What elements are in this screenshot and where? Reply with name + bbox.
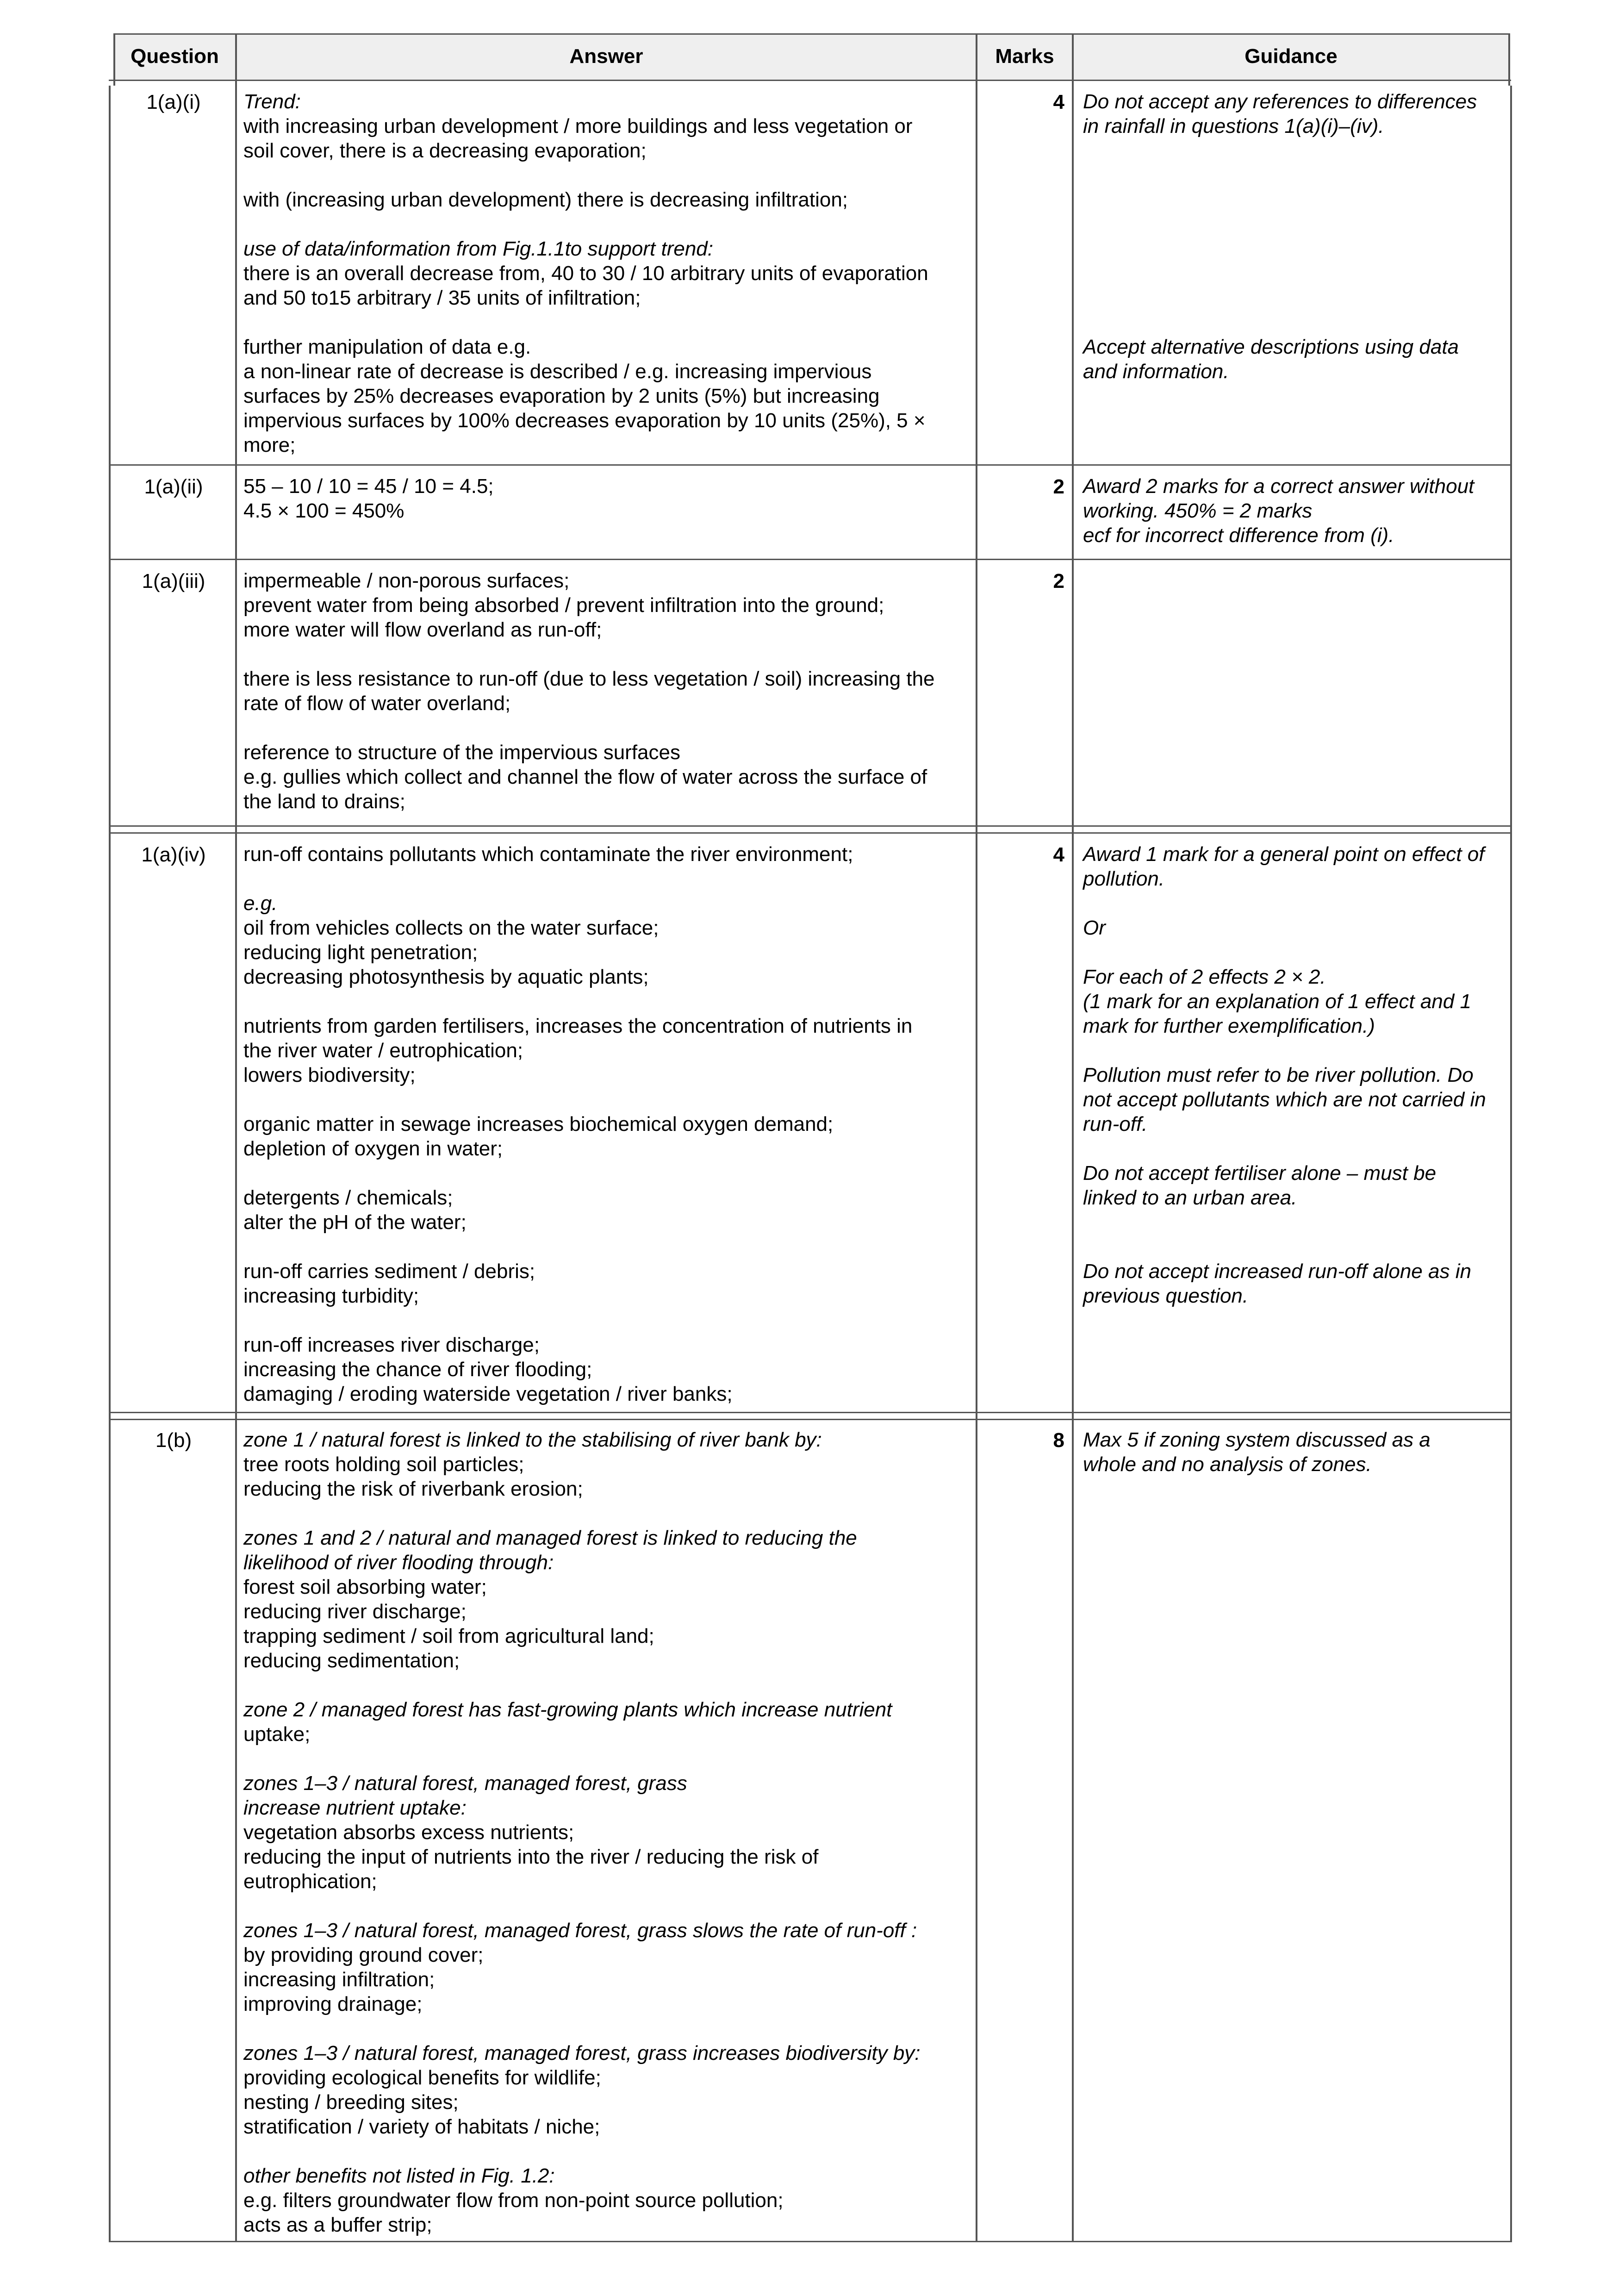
header-guidance: Guidance xyxy=(1244,45,1338,68)
answer-line: by providing ground cover; xyxy=(243,1944,484,1966)
answer-line: e.g. xyxy=(243,892,278,915)
rule xyxy=(109,80,1511,81)
guidance-cell xyxy=(1083,474,1474,548)
answer-line: reducing the risk of riverbank erosion; xyxy=(243,1478,583,1500)
rule xyxy=(109,1412,1511,1413)
guidance-line: mark for further exemplification.) xyxy=(1083,1015,1375,1037)
answer-line: likelihood of river flooding through: xyxy=(243,1551,554,1574)
guidance-line: and information. xyxy=(1083,360,1229,383)
answer-line: more; xyxy=(243,434,296,456)
guidance-line: Do not accept increased run-off alone as in xyxy=(1083,1260,1471,1283)
answer-line: zones 1–3 / natural forest, managed forest, grass increases biodiversity by: xyxy=(243,2042,921,2064)
rule xyxy=(109,825,1511,827)
answer-line: increasing turbidity; xyxy=(243,1285,419,1307)
answer-line: impermeable / non-porous surfaces; xyxy=(243,569,570,592)
answer-line: nesting / breeding sites; xyxy=(243,2091,459,2114)
guidance-line: Award 1 mark for a general point on effect of xyxy=(1083,843,1485,866)
answer-line: impervious surfaces by 100% decreases evaporation by 10 units (25%), 5 × xyxy=(243,409,926,432)
answer-line: reducing the input of nutrients into the river / reducing the risk of xyxy=(243,1846,819,1868)
question-id: 1(a)(iv) xyxy=(141,843,206,866)
answer-line: alter the pH of the water; xyxy=(243,1211,467,1234)
guidance-line: Do not accept any references to differences xyxy=(1083,90,1477,113)
answer-line: reference to structure of the impervious surfaces xyxy=(243,741,680,764)
rule xyxy=(109,86,111,2242)
answer-line: rate of flow of water overland; xyxy=(243,692,511,715)
answer-line: organic matter in sewage increases biochemical oxygen demand; xyxy=(243,1113,834,1135)
answer-cell xyxy=(243,842,912,1406)
header-answer: Answer xyxy=(569,45,643,68)
question-id: 1(a)(iii) xyxy=(142,570,205,592)
answer-line: more water will flow overland as run-off; xyxy=(243,618,602,641)
header-marks: Marks xyxy=(995,45,1054,68)
guidance-line: Do not accept fertiliser alone – must be xyxy=(1083,1162,1437,1185)
rule xyxy=(1072,33,1074,2242)
answer-line: increase nutrient uptake: xyxy=(243,1796,467,1819)
guidance-line: run-off. xyxy=(1083,1113,1148,1135)
answer-cell xyxy=(243,568,935,814)
answer-line: lowers biodiversity; xyxy=(243,1064,416,1086)
marks-value: 8 xyxy=(1053,1429,1064,1452)
answer-line: soil cover, there is a decreasing evaporation; xyxy=(243,139,647,162)
answer-line: e.g. gullies which collect and channel the flow of water across the surface of xyxy=(243,766,927,788)
rule xyxy=(109,464,1511,466)
guidance-cell xyxy=(1083,1428,1431,1477)
answer-line: nutrients from garden fertilisers, increases the concentration of nutrients in xyxy=(243,1015,913,1037)
answer-line: the land to drains; xyxy=(243,790,405,813)
answer-line: forest soil absorbing water; xyxy=(243,1576,487,1598)
marks-value: 4 xyxy=(1053,843,1064,866)
answer-line: uptake; xyxy=(243,1723,311,1746)
answer-line: vegetation absorbs excess nutrients; xyxy=(243,1821,574,1844)
answer-line: 55 – 10 / 10 = 45 / 10 = 4.5; xyxy=(243,475,494,498)
answer-line: reducing river discharge; xyxy=(243,1600,467,1623)
rule xyxy=(109,1419,1511,1420)
rule xyxy=(235,33,237,2242)
question-id: 1(a)(i) xyxy=(146,91,201,113)
guidance-line: Award 2 marks for a correct answer without xyxy=(1083,475,1475,498)
answer-line: increasing infiltration; xyxy=(243,1968,435,1991)
answer-line: trapping sediment / soil from agricultural land; xyxy=(243,1625,654,1647)
guidance-line: Max 5 if zoning system discussed as a xyxy=(1083,1428,1431,1451)
answer-line: run-off carries sediment / debris; xyxy=(243,1260,535,1283)
guidance-line: ecf for incorrect difference from (i). xyxy=(1083,524,1394,547)
answer-line: improving drainage; xyxy=(243,1993,423,2015)
answer-line: prevent water from being absorbed / prevent infiltration into the ground; xyxy=(243,594,884,617)
answer-line: reducing sedimentation; xyxy=(243,1649,460,1672)
marks-value: 2 xyxy=(1053,475,1064,498)
guidance-line: not accept pollutants which are not carried in xyxy=(1083,1088,1486,1111)
answer-line: surfaces by 25% decreases evaporation by 2 units (5%) but increasing xyxy=(243,385,880,407)
answer-line: the river water / eutrophication; xyxy=(243,1039,523,1062)
guidance-line: (1 mark for an explanation of 1 effect and 1 xyxy=(1083,990,1471,1013)
guidance-line: Or xyxy=(1083,917,1106,939)
answer-line: Trend: xyxy=(243,90,301,113)
question-id: 1(a)(ii) xyxy=(144,475,203,498)
answer-line: further manipulation of data e.g. xyxy=(243,336,531,358)
answer-line: a non-linear rate of decrease is described / e.g. increasing impervious xyxy=(243,360,872,383)
guidance-line: Accept alternative descriptions using data xyxy=(1083,336,1459,358)
answer-line: zones 1–3 / natural forest, managed forest, grass xyxy=(243,1772,687,1795)
answer-line: there is less resistance to run-off (due to less vegetation / soil) increasing the xyxy=(243,667,935,690)
answer-line: and 50 to15 arbitrary / 35 units of infiltration; xyxy=(243,287,641,309)
answer-line: run-off increases river discharge; xyxy=(243,1334,540,1356)
rule xyxy=(113,33,1510,35)
rule xyxy=(109,2241,1511,2242)
answer-cell xyxy=(243,474,494,523)
rule xyxy=(1510,86,1512,2242)
answer-line: depletion of oxygen in water; xyxy=(243,1137,503,1160)
answer-line: detergents / chemicals; xyxy=(243,1186,453,1209)
answer-line: acts as a buffer strip; xyxy=(243,2214,432,2236)
guidance-line: pollution. xyxy=(1083,867,1165,890)
answer-line: eutrophication; xyxy=(243,1870,377,1893)
guidance-line: in rainfall in questions 1(a)(i)–(iv). xyxy=(1083,115,1384,137)
guidance-line: linked to an urban area. xyxy=(1083,1186,1297,1209)
answer-line: increasing the chance of river flooding; xyxy=(243,1358,592,1381)
answer-line: zones 1–3 / natural forest, managed forest, grass slows the rate of run-off : xyxy=(243,1919,917,1942)
marks-value: 2 xyxy=(1053,570,1064,592)
answer-cell xyxy=(243,1428,921,2237)
guidance-line: whole and no analysis of zones. xyxy=(1083,1453,1372,1476)
guidance-line: working. 450% = 2 marks xyxy=(1083,499,1313,522)
answer-line: decreasing photosynthesis by aquatic plants; xyxy=(243,966,649,988)
answer-line: run-off contains pollutants which contaminate the river environment; xyxy=(243,843,853,866)
guidance-cell xyxy=(1083,335,1459,384)
answer-line: zones 1 and 2 / natural and managed forest is linked to reducing the xyxy=(243,1527,857,1549)
answer-line: use of data/information from Fig.1.1to support trend: xyxy=(243,237,713,260)
guidance-line: Pollution must refer to be river pollution. Do xyxy=(1083,1064,1474,1086)
answer-line: e.g. filters groundwater flow from non-point source pollution; xyxy=(243,2189,784,2212)
answer-line: damaging / eroding waterside vegetation / river banks; xyxy=(243,1383,733,1405)
question-id: 1(b) xyxy=(155,1429,192,1452)
rule xyxy=(1508,33,1510,86)
rule xyxy=(976,33,977,2242)
answer-line: oil from vehicles collects on the water surface; xyxy=(243,917,659,939)
answer-line: zone 1 / natural forest is linked to the stabilising of river bank by: xyxy=(243,1428,822,1451)
answer-line: tree roots holding soil particles; xyxy=(243,1453,524,1476)
rule xyxy=(109,832,1511,834)
guidance-cell xyxy=(1083,89,1477,138)
guidance-cell xyxy=(1083,842,1486,1308)
answer-line: with increasing urban development / more buildings and less vegetation or xyxy=(243,115,913,137)
header-question: Question xyxy=(131,45,219,68)
answer-line: stratification / variety of habitats / niche; xyxy=(243,2115,600,2138)
marks-value: 4 xyxy=(1053,91,1064,113)
guidance-line: previous question. xyxy=(1083,1285,1249,1307)
answer-line: providing ecological benefits for wildlife; xyxy=(243,2066,601,2089)
answer-line: with (increasing urban development) there is decreasing infiltration; xyxy=(243,188,848,211)
answer-cell xyxy=(243,89,928,457)
rule xyxy=(113,33,115,86)
answer-line: there is an overall decrease from, 40 to 30 / 10 arbitrary units of evaporation xyxy=(243,262,928,285)
answer-line: reducing light penetration; xyxy=(243,941,478,964)
answer-line: other benefits not listed in Fig. 1.2: xyxy=(243,2164,555,2187)
answer-line: zone 2 / managed forest has fast-growing plants which increase nutrient xyxy=(243,1698,892,1721)
answer-line: 4.5 × 100 = 450% xyxy=(243,499,404,522)
rule xyxy=(109,559,1511,560)
guidance-line: For each of 2 effects 2 × 2. xyxy=(1083,966,1326,988)
